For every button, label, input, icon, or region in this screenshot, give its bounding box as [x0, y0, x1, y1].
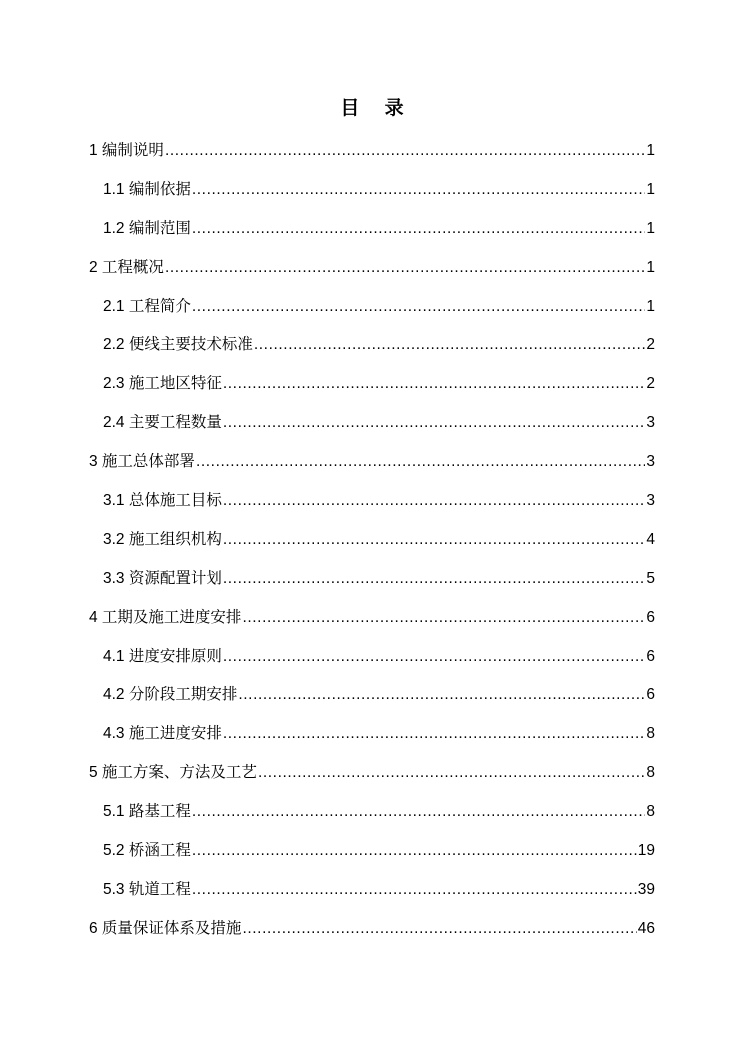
toc-entry-page-number: 8: [646, 725, 655, 743]
toc-entry-page-number: 6: [646, 647, 655, 665]
toc-entry-page-number: 8: [646, 764, 655, 782]
toc-entry-label: 2.1 工程简介: [103, 297, 191, 315]
dot-leader: [258, 760, 645, 786]
toc-entry[interactable]: [89, 255, 655, 294]
toc-entry-label: 1.2 编制范围: [103, 219, 191, 237]
toc-entry-page-number: 8: [646, 803, 655, 821]
dot-leader: [165, 255, 645, 281]
toc-title: 目 录: [340, 98, 414, 119]
toc-entry-label: 3.2 施工组织机构: [103, 530, 222, 548]
toc-entry-label: 2 工程概况: [89, 258, 164, 276]
toc-entry-label: 3.1 总体施工目标: [103, 492, 222, 510]
dot-leader: [192, 838, 637, 864]
dot-leader: [192, 799, 646, 825]
dot-leader: [192, 877, 637, 903]
toc-entry-page-number: 1: [646, 142, 655, 159]
toc-entry[interactable]: [89, 332, 655, 371]
toc-entry-page-number: 1: [646, 258, 655, 276]
toc-entry-label: 4 工期及施工进度安排: [89, 608, 242, 626]
toc-entry[interactable]: [89, 721, 655, 760]
toc-entry-label: 5.2 桥涵工程: [103, 842, 191, 860]
toc-entry-page-number: 6: [646, 608, 655, 626]
dot-leader: [223, 410, 646, 436]
dot-leader: [223, 527, 646, 553]
toc-entry-page-number: 19: [637, 842, 655, 860]
toc-entry-page-number: 1: [646, 219, 655, 237]
toc-entry[interactable]: [89, 682, 655, 721]
toc-entry[interactable]: [89, 177, 655, 216]
toc-entry-label: 1.1 编制依据: [103, 180, 191, 198]
dot-leader: [238, 682, 645, 708]
toc-entry-page-number: 6: [646, 686, 655, 704]
toc-entry-label: 4.1 进度安排原则: [103, 647, 222, 665]
toc-entry-label: 3 施工总体部署: [89, 453, 195, 471]
toc-list: [89, 138, 655, 955]
toc-entry-label: 4.3 施工进度安排: [103, 725, 222, 743]
toc-entry[interactable]: [89, 838, 655, 877]
toc-entry-label: 6 质量保证体系及措施: [89, 919, 242, 937]
toc-entry-label: 2.2 便线主要技术标准: [103, 336, 253, 354]
dot-leader: [242, 605, 645, 631]
toc-entry[interactable]: [89, 294, 655, 333]
dot-leader: [242, 916, 636, 942]
toc-entry-label: 1 编制说明: [89, 142, 164, 159]
toc-entry[interactable]: [89, 488, 655, 527]
toc-entry[interactable]: [89, 527, 655, 566]
toc-entry-label: 2.4 主要工程数量: [103, 414, 222, 432]
toc-entry-page-number: 3: [646, 492, 655, 510]
toc-entry[interactable]: [89, 138, 655, 177]
dot-leader: [192, 216, 646, 242]
toc-entry-page-number: 3: [646, 453, 655, 471]
toc-entry-label: 5.3 轨道工程: [103, 880, 191, 898]
toc-entry[interactable]: [89, 605, 655, 644]
toc-entry-label: 3.3 资源配置计划: [103, 569, 222, 587]
dot-leader: [223, 721, 646, 747]
dot-leader: [192, 177, 646, 203]
dot-leader: [196, 449, 645, 475]
toc-entry[interactable]: [89, 566, 655, 605]
toc-entry[interactable]: [89, 371, 655, 410]
dot-leader: [165, 138, 645, 164]
toc-entry[interactable]: [89, 410, 655, 449]
toc-entry[interactable]: [89, 449, 655, 488]
dot-leader: [223, 371, 646, 397]
toc-entry[interactable]: [89, 916, 655, 955]
toc-entry-page-number: 3: [646, 414, 655, 432]
toc-entry-page-number: 2: [646, 375, 655, 393]
dot-leader: [254, 332, 646, 358]
toc-entry-page-number: 4: [646, 530, 655, 548]
toc-entry-label: 2.3 施工地区特征: [103, 375, 222, 393]
toc-entry[interactable]: [89, 877, 655, 916]
toc-entry-page-number: 1: [646, 180, 655, 198]
dot-leader: [223, 566, 646, 592]
dot-leader: [192, 294, 646, 320]
toc-entry-page-number: 5: [646, 569, 655, 587]
toc-entry-label: 5.1 路基工程: [103, 803, 191, 821]
toc-entry[interactable]: [89, 799, 655, 838]
toc-entry-label: 4.2 分阶段工期安排: [103, 686, 238, 704]
toc-entry-page-number: 2: [646, 336, 655, 354]
dot-leader: [223, 644, 646, 670]
toc-entry-page-number: 1: [646, 297, 655, 315]
toc-entry-label: 5 施工方案、方法及工艺: [89, 764, 257, 782]
toc-entry-page-number: 46: [637, 919, 655, 937]
toc-entry[interactable]: [89, 760, 655, 799]
toc-entry[interactable]: [89, 216, 655, 255]
toc-entry[interactable]: [89, 644, 655, 683]
toc-entry-page-number: 39: [637, 880, 655, 898]
dot-leader: [223, 488, 646, 514]
